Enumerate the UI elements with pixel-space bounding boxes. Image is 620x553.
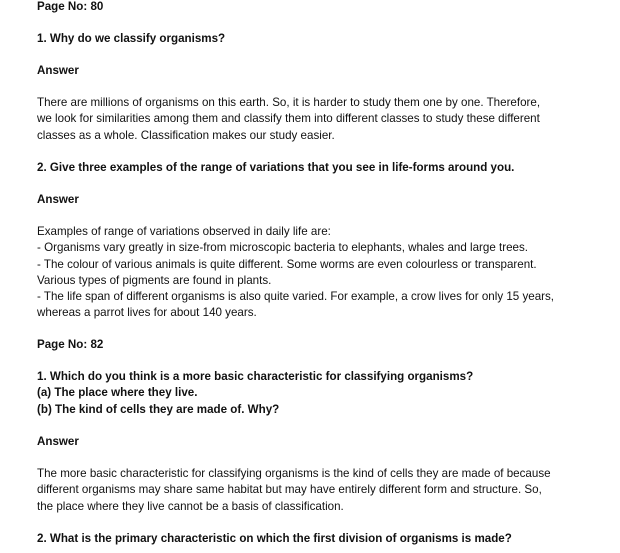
answer-paragraph [37,224,597,322]
answer-label: Answer [37,435,79,448]
answer-line: Examples of range of variations observed in daily life are: [37,225,331,238]
answer-paragraph [37,95,597,144]
answer-line: The more basic characteristic for classifying organisms is the kind of cells they are made of because [37,467,551,480]
question-line: 1. Which do you think is a more basic characteristic for classifying organisms? [37,370,474,383]
answer-line: - Organisms vary greatly in size-from microscopic bacteria to elephants, whales and large trees. [37,241,529,255]
question-option: (a) The place where they live. [37,386,198,400]
answer-line: we look for similarities among them and classify them into different classes to study these different [37,112,540,126]
answer-label: Answer [37,193,79,206]
answer-line: the place where they live cannot be a basis of classification. [37,499,344,513]
page-number-heading-80: Page No: 80 [37,0,104,13]
answer-line: There are millions of organisms on this earth. So, it is harder to study them one by one. Therefore, [37,96,541,109]
answer-line: whereas a parrot lives for about 140 years. [37,306,257,320]
question-heading: 2. Give three examples of the range of variations that you see in life-forms around you. [37,161,515,174]
answer-paragraph [37,466,597,515]
question-heading [37,369,597,418]
question-heading: 1. Why do we classify organisms? [37,32,226,45]
answer-line: - The life span of different organisms is also quite varied. For example, a crow lives for only 15 years, [37,290,555,304]
page-number-heading-82: Page No: 82 [37,338,104,351]
answer-line: Various types of pigments are found in plants. [37,273,272,287]
answer-label: Answer [37,64,79,77]
question-heading: 2. What is the primary characteristic on which the first division of organisms is made? [37,532,512,545]
answer-line: - The colour of various animals is quite different. Some worms are even colourless or transparent. [37,257,537,271]
question-option: (b) The kind of cells they are made of. Why? [37,402,280,416]
answer-line: classes as a whole. Classification makes our study easier. [37,128,335,142]
answer-line: different organisms may share same habitat but may have entirely different form and structure. So, [37,483,542,497]
